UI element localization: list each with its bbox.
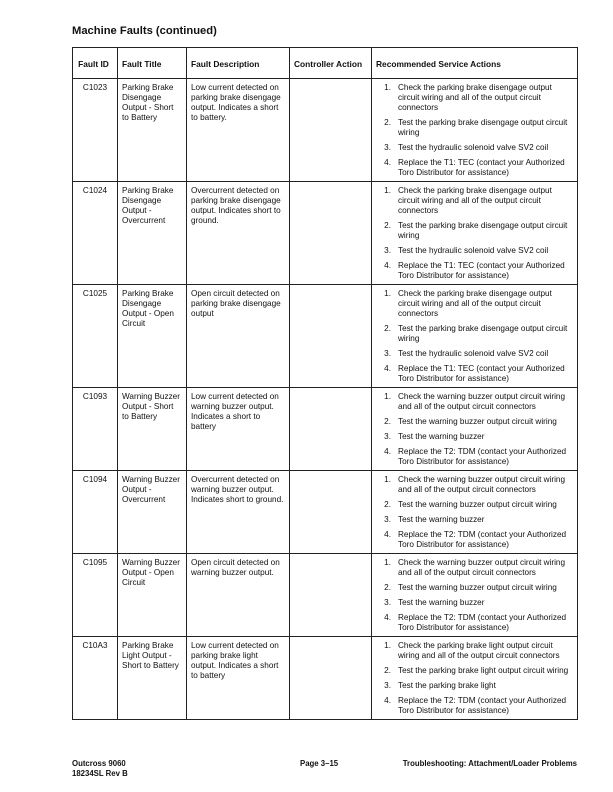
action-text: Test the parking brake disengage output circuit wiring [398, 324, 568, 343]
header-fault-id: Fault ID [73, 48, 118, 79]
action-item [372, 289, 574, 319]
footer-section: Troubleshooting: Attachment/Loader Problems [402, 759, 577, 768]
action-number: 1. [384, 186, 391, 195]
action-text: Test the parking brake disengage output circuit wiring [398, 118, 568, 137]
action-text: Test the warning buzzer [398, 432, 485, 441]
action-item [372, 186, 574, 216]
action-number: 3. [384, 515, 391, 524]
action-number: 1. [384, 641, 391, 650]
table-row [73, 182, 578, 285]
footer-doc-number: 18234SL Rev B [72, 769, 128, 778]
action-text: Test the hydraulic solenoid valve SV2 coil [398, 349, 549, 358]
action-number: 4. [384, 261, 391, 270]
fault-rows [73, 79, 578, 720]
action-item [372, 447, 574, 467]
action-number: 2. [384, 118, 391, 127]
action-text: Replace the T1: TEC (contact your Authorized Toro Distributor for assistance) [398, 158, 565, 177]
action-number: 2. [384, 583, 391, 592]
table-header-row [73, 48, 578, 79]
action-list [372, 289, 574, 384]
page-title: Machine Faults (continued) [72, 25, 217, 37]
table-row [73, 79, 578, 182]
action-item [372, 158, 574, 178]
action-text: Check the parking brake light output circuit wiring and all of the output circuit connectors [398, 641, 560, 660]
fault-title-cell: Warning Buzzer Output - Overcurrent [118, 471, 187, 554]
machine-faults-table [72, 47, 578, 720]
action-item [372, 246, 574, 256]
footer-model: Outcross 9060 [72, 759, 126, 768]
action-number: 2. [384, 500, 391, 509]
action-number: 1. [384, 392, 391, 401]
action-item [372, 641, 574, 661]
fault-title-cell: Parking Brake Disengage Output - Overcurrent [118, 182, 187, 285]
fault-id-cell: C1095 [73, 554, 118, 637]
action-item [372, 83, 574, 113]
action-number: 4. [384, 158, 391, 167]
table-row [73, 285, 578, 388]
fault-id-cell: C1023 [73, 79, 118, 182]
action-text: Test the parking brake light [398, 681, 496, 690]
action-text: Test the hydraulic solenoid valve SV2 coil [398, 246, 549, 255]
action-number: 1. [384, 475, 391, 484]
footer-page-number: Page 3–15 [300, 759, 339, 768]
action-item [372, 475, 574, 495]
action-number: 2. [384, 417, 391, 426]
action-number: 3. [384, 681, 391, 690]
action-item [372, 261, 574, 281]
fault-id-cell: C1024 [73, 182, 118, 285]
action-item [372, 613, 574, 633]
action-text: Test the warning buzzer [398, 598, 485, 607]
action-number: 2. [384, 221, 391, 230]
action-item [372, 364, 574, 384]
recommended-actions-cell [372, 471, 578, 554]
action-text: Check the warning buzzer output circuit wiring and all of the output circuit connectors [398, 392, 566, 411]
table-row [73, 388, 578, 471]
fault-description-cell: Overcurrent detected on warning buzzer output. Indicates short to ground. [187, 471, 290, 554]
action-item [372, 221, 574, 241]
action-number: 1. [384, 558, 391, 567]
fault-id-cell: C10A3 [73, 637, 118, 720]
controller-action-cell [290, 182, 372, 285]
controller-action-cell [290, 285, 372, 388]
recommended-actions-cell [372, 285, 578, 388]
header-controller-action: Controller Action [290, 48, 372, 79]
controller-action-cell [290, 471, 372, 554]
action-item [372, 681, 574, 691]
action-item [372, 417, 574, 427]
fault-title-cell: Parking Brake Disengage Output - Short to Battery [118, 79, 187, 182]
action-item [372, 118, 574, 138]
fault-description-cell: Open circuit detected on warning buzzer output. [187, 554, 290, 637]
action-list [372, 83, 574, 178]
controller-action-cell [290, 637, 372, 720]
fault-description-cell: Overcurrent detected on parking brake disengage output. Indicates short to ground. [187, 182, 290, 285]
action-item [372, 392, 574, 412]
footer-left [72, 759, 128, 779]
action-text: Replace the T1: TEC (contact your Authorized Toro Distributor for assistance) [398, 261, 565, 280]
action-number: 3. [384, 598, 391, 607]
action-list [372, 186, 574, 281]
table-row [73, 637, 578, 720]
fault-id-cell: C1093 [73, 388, 118, 471]
action-item [372, 143, 574, 153]
action-number: 3. [384, 143, 391, 152]
action-item [372, 530, 574, 550]
table-row [73, 554, 578, 637]
action-text: Replace the T2: TDM (contact your Authorized Toro Distributor for assistance) [398, 530, 567, 549]
action-item [372, 500, 574, 510]
controller-action-cell [290, 388, 372, 471]
action-item [372, 349, 574, 359]
action-number: 3. [384, 349, 391, 358]
recommended-actions-cell [372, 554, 578, 637]
action-item [372, 598, 574, 608]
action-text: Replace the T2: TDM (contact your Authorized Toro Distributor for assistance) [398, 447, 567, 466]
action-number: 2. [384, 666, 391, 675]
action-item [372, 583, 574, 593]
action-item [372, 515, 574, 525]
action-number: 4. [384, 447, 391, 456]
recommended-actions-cell [372, 637, 578, 720]
action-item [372, 324, 574, 344]
action-item [372, 432, 574, 442]
action-number: 1. [384, 83, 391, 92]
action-text: Replace the T2: TDM (contact your Authorized Toro Distributor for assistance) [398, 696, 567, 715]
action-text: Check the parking brake disengage output circuit wiring and all of the output circuit connectors [398, 83, 552, 112]
action-number: 2. [384, 324, 391, 333]
fault-title-cell: Parking Brake Light Output - Short to Battery [118, 637, 187, 720]
action-text: Check the warning buzzer output circuit wiring and all of the output circuit connectors [398, 558, 566, 577]
action-number: 3. [384, 246, 391, 255]
controller-action-cell [290, 79, 372, 182]
action-text: Test the parking brake light output circuit wiring [398, 666, 569, 675]
action-text: Check the warning buzzer output circuit wiring and all of the output circuit connectors [398, 475, 566, 494]
action-text: Test the warning buzzer output circuit wiring [398, 500, 557, 509]
action-text: Test the warning buzzer output circuit wiring [398, 583, 557, 592]
fault-id-cell: C1094 [73, 471, 118, 554]
action-text: Replace the T2: TDM (contact your Authorized Toro Distributor for assistance) [398, 613, 567, 632]
header-recommended-actions: Recommended Service Actions [372, 48, 578, 79]
controller-action-cell [290, 554, 372, 637]
action-text: Check the parking brake disengage output circuit wiring and all of the output circuit connectors [398, 186, 552, 215]
fault-description-cell: Low current detected on parking brake disengage output. Indicates a short to battery. [187, 79, 290, 182]
table-row [73, 471, 578, 554]
header-fault-title: Fault Title [118, 48, 187, 79]
fault-description-cell: Low current detected on warning buzzer output. Indicates a short to battery [187, 388, 290, 471]
action-list [372, 392, 574, 467]
action-item [372, 666, 574, 676]
fault-title-cell: Parking Brake Disengage Output - Open Circuit [118, 285, 187, 388]
action-list [372, 475, 574, 550]
action-text: Test the parking brake disengage output circuit wiring [398, 221, 568, 240]
fault-id-cell: C1025 [73, 285, 118, 388]
action-text: Replace the T1: TEC (contact your Authorized Toro Distributor for assistance) [398, 364, 565, 383]
action-number: 3. [384, 432, 391, 441]
header-fault-description: Fault Description [187, 48, 290, 79]
action-text: Test the hydraulic solenoid valve SV2 coil [398, 143, 549, 152]
action-number: 4. [384, 530, 391, 539]
action-number: 4. [384, 696, 391, 705]
recommended-actions-cell [372, 79, 578, 182]
action-item [372, 558, 574, 578]
action-number: 4. [384, 364, 391, 373]
action-list [372, 558, 574, 633]
fault-title-cell: Warning Buzzer Output - Open Circuit [118, 554, 187, 637]
fault-description-cell: Open circuit detected on parking brake disengage output [187, 285, 290, 388]
fault-description-cell: Low current detected on parking brake light output. Indicates a short to battery [187, 637, 290, 720]
action-text: Test the warning buzzer [398, 515, 485, 524]
fault-title-cell: Warning Buzzer Output - Short to Battery [118, 388, 187, 471]
recommended-actions-cell [372, 182, 578, 285]
action-list [372, 641, 574, 716]
action-text: Check the parking brake disengage output circuit wiring and all of the output circuit connectors [398, 289, 552, 318]
action-text: Test the warning buzzer output circuit wiring [398, 417, 557, 426]
recommended-actions-cell [372, 388, 578, 471]
action-item [372, 696, 574, 716]
action-number: 4. [384, 613, 391, 622]
action-number: 1. [384, 289, 391, 298]
